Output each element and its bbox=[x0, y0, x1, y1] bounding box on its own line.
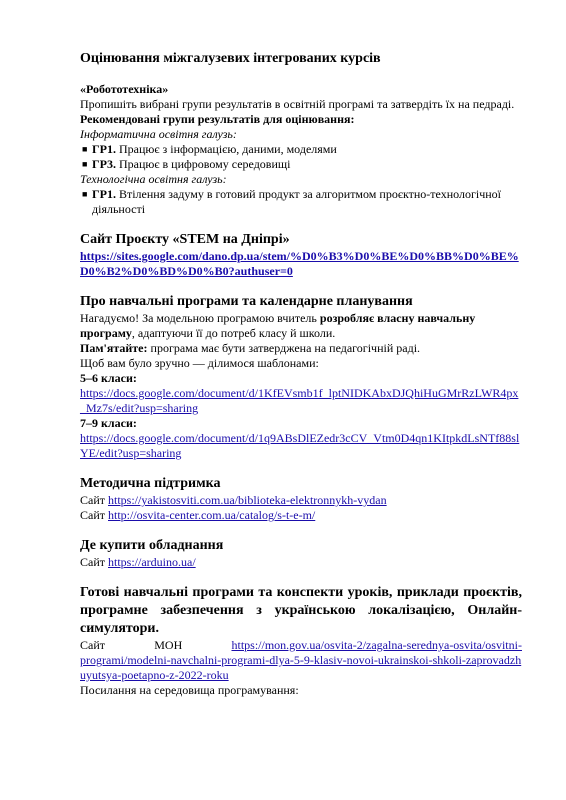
reminder-text: Нагадуємо! За модельною програмою вчитель розробляє власну навчальну програму, адаптуючи її до потреб класу й школи. bbox=[80, 311, 476, 340]
stem-site-link[interactable]: https://sites.google.com/dano.dp.ua/stem/%D0%B3%D0%BE%D0%BB%D0%BE%D0%B2%D0%BD%D0%B0?authuser=0 bbox=[80, 249, 519, 278]
informatics-field-label: Інформатична освітня галузь: bbox=[80, 127, 237, 141]
programs-heading: Про навчальні програми та календарне планування bbox=[80, 294, 413, 309]
buy-equipment-heading: Де купити обладнання bbox=[80, 538, 224, 553]
template-link-7-9[interactable]: https://docs.google.com/document/d/1q9ABsDlEZedr3cCV_Vtm0D4qn1KItpkdLsNTf88slYE/edit?usp=sharing bbox=[80, 431, 520, 460]
list-item bbox=[80, 187, 522, 217]
stem-section bbox=[80, 231, 522, 279]
group-code: ГР1. bbox=[92, 142, 116, 156]
robotics-intro: Пропишіть вибрані групи результатів в освітній програмі та затвердіть їх на педраді. bbox=[80, 97, 515, 111]
buy-equipment-section: Де купити обладнання Сайт https://arduino.ua/ bbox=[80, 537, 522, 570]
square-bullet-icon: ■ bbox=[82, 159, 88, 169]
moe-link[interactable]: https://mon.gov.ua/osvita-2/zagalna-serednya-osvita/osvitni- bbox=[231, 638, 522, 652]
arduino-link[interactable]: https://arduino.ua/ bbox=[108, 555, 196, 569]
page-title: Оцінювання міжгалузевих інтегрованих курсів bbox=[80, 51, 381, 66]
group-text: Працює з інформацією, даними, моделями bbox=[115, 142, 337, 156]
remember-text: Пам'ятайте: програма має бути затверджена на педагогічній раді. bbox=[80, 341, 421, 355]
square-bullet-icon: ■ bbox=[82, 189, 88, 199]
stem-heading: Сайт Проєкту «STEM на Дніпрі» bbox=[80, 232, 290, 247]
technology-field-label: Технологічна освітня галузь: bbox=[80, 172, 227, 186]
method-support-section: Методична підтримка Сайт https://yakistosviti.com.ua/biblioteka-elektronnykh-vydan Сайт http://osvita-center.com.ua/catalog/s-t-e-m/ bbox=[80, 475, 522, 523]
group-text: Працює в цифровому середовищі bbox=[115, 157, 291, 171]
grades-5-6-label: 5–6 класи: bbox=[80, 371, 137, 385]
ready-programs-section: Готові навчальні програми та конспекти уроків, приклади проєктів, програмне забезпечення з українською локалізацією, Онлайн-симулятори. Сайт МОН https://mon.gov.ua/osvita-2/zagalna-serednya-osvita/osvitni- programi/modelni-navchalni-programi-dlya-5-9-klasiv-novoi-ukrainskoi-shkoli-zaprovadzhuyutsya-poetapno-z-2022-roku Посилання на середовища програмування: bbox=[80, 585, 522, 697]
group-text: Втілення задуму в готовий продукт за алгоритмом проєктно-технологічної діяльності bbox=[92, 187, 502, 216]
programs-section bbox=[80, 293, 522, 461]
recommended-groups-label: Рекомендовані групи результатів для оцінювання: bbox=[80, 112, 355, 126]
robotics-section bbox=[80, 82, 522, 217]
template-link-5-6[interactable]: https://docs.google.com/document/d/1KfEVsmb1f_lptNIDKAbxDJQhiHuGMrRzLWR4px_Mz7s/edit?usp=sharing bbox=[80, 386, 519, 415]
group-code: ГР3. bbox=[92, 157, 116, 171]
templates-intro: Щоб вам було зручно — ділимося шаблонами: bbox=[80, 356, 319, 370]
grades-7-9-label: 7–9 класи: bbox=[80, 416, 137, 430]
method-support-heading: Методична підтримка bbox=[80, 476, 221, 491]
moe-link-continued[interactable]: programi/modelni-navchalni-programi-dlya-5-9-klasiv-novoi-ukrainskoi-shkoli-zaprovadzhuyutsya-poetapno-z-2022-roku bbox=[80, 653, 522, 682]
square-bullet-icon: ■ bbox=[82, 144, 88, 154]
group-code: ГР1. bbox=[92, 187, 116, 201]
list-item bbox=[80, 157, 522, 172]
method-link-osvita-center[interactable]: http://osvita-center.com.ua/catalog/s-t-e-m/ bbox=[108, 508, 316, 522]
document-content bbox=[80, 50, 522, 698]
method-link-yakistosviti[interactable]: https://yakistosviti.com.ua/biblioteka-elektronnykh-vydan bbox=[108, 493, 387, 507]
programming-envs-label: Посилання на середовища програмування: bbox=[80, 683, 299, 697]
robotics-heading: «Робототехніка» bbox=[80, 82, 169, 96]
list-item bbox=[80, 142, 522, 157]
ready-programs-heading: Готові навчальні програми та конспекти уроків, приклади проєктів, програмне забезпечення з українською локалізацією, Онлайн-симулятори. bbox=[80, 585, 522, 636]
